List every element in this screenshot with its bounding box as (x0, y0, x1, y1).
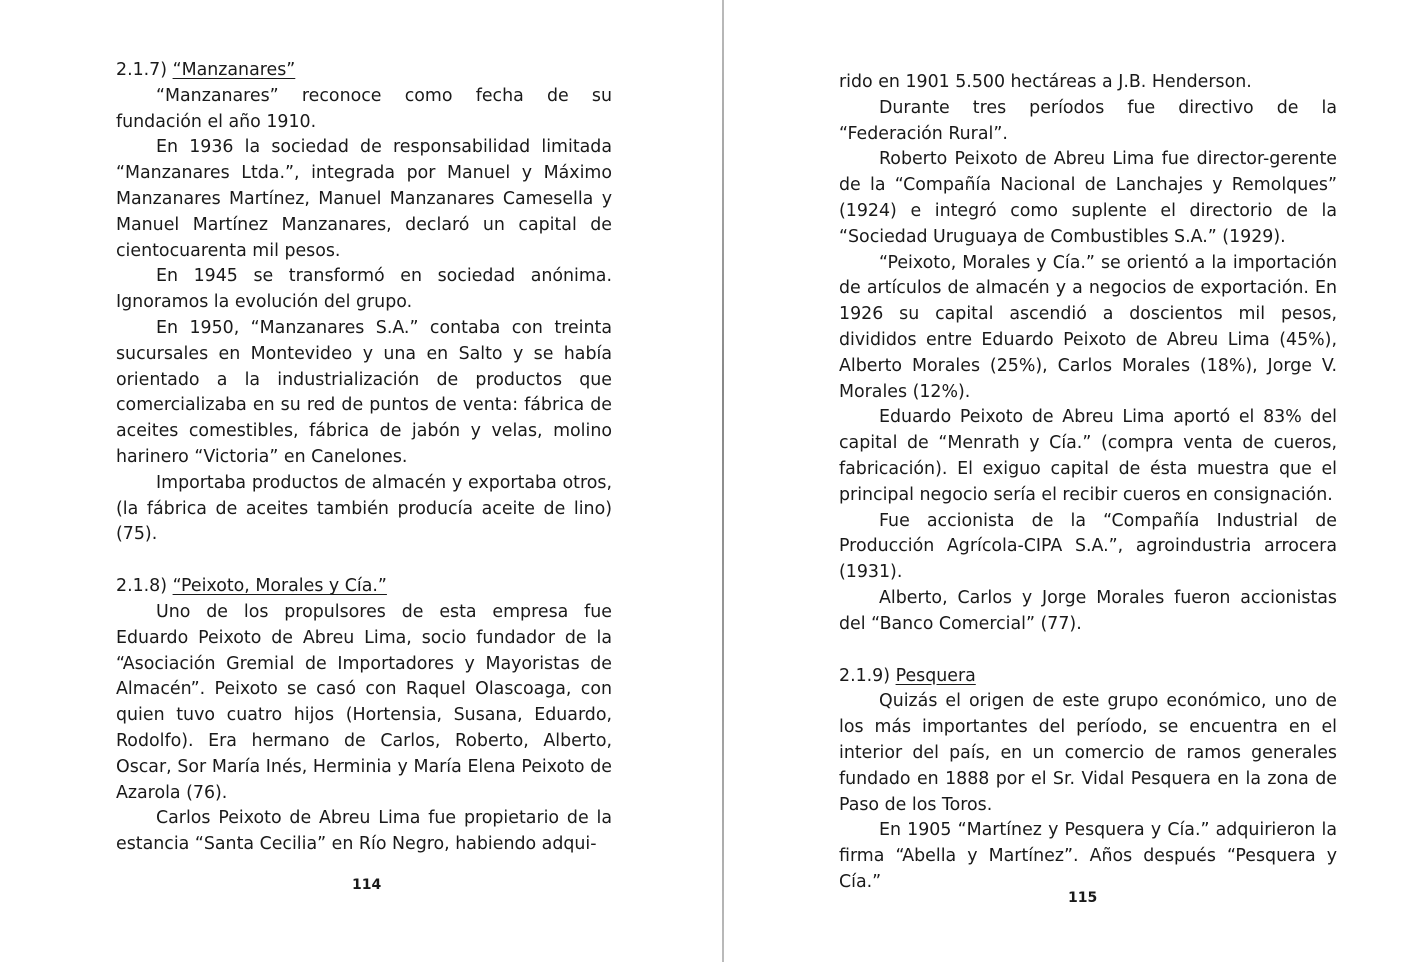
paragraph: “Peixoto, Morales y Cía.” se orientó a la importación de artículos de almacén y a negocios de exportación. En 1926 su capital ascendió a doscientos mil pesos, divididos entre Eduardo Peixoto de Abreu Lima (45%), Alberto Morales (25%), Carlos Morales (18%), Jorge V. Morales (12%). (839, 252, 1337, 402)
paragraph: Importaba productos de almacén y exportaba otros, (la fábrica de aceites también producía aceite de lino) (75). (116, 472, 612, 545)
section-title: Pesquera (895, 665, 976, 686)
section-title: “Manzanares” (172, 60, 296, 80)
paragraph: En 1905 “Martínez y Pesquera y Cía.” adquirieron la firma “Abella y Martínez”. Años después “Pesquera y Cía.” (839, 820, 1337, 892)
page-number: 115 (1068, 890, 1098, 906)
paragraph: En 1936 la sociedad de responsabilidad limitada “Manzanares Ltda.”, integrada por Manuel y Máximo Manzanares Martínez, Manuel Manzanares Camesella y Manuel Martínez Manzanares, declaró un capital de cientocuarenta mil pesos. (116, 137, 612, 261)
paragraph: Uno de los propulsores de esta empresa fue Eduardo Peixoto de Abreu Lima, socio fundador de la “Asociación Gremial de Importadores y Mayoristas de Almacén”. Peixoto se casó con Raquel Olascoaga, con quien tuvo cuatro hijos (Hortensia, Susana, Eduardo, Rodolfo). Era hermano de Carlos, Roberto, Alberto, Oscar, Sor María Inés, Herminia y María Elena Peixoto de Azarola (76). (116, 601, 612, 803)
paragraph: Fue accionista de la “Compañía Industrial de Producción Agrícola-CIPA S.A.”, agroindustria arrocera (1931). (839, 510, 1337, 583)
paragraph: En 1945 se transformó en sociedad anónima. Ignoramos la evolución del grupo. (116, 266, 612, 313)
right-text-column (839, 70, 1337, 896)
book-gutter (722, 0, 724, 962)
section-heading-2-1-8 (116, 574, 612, 600)
paragraph: Carlos Peixoto de Abreu Lima fue propietario de la estancia “Santa Cecilia” en Río Negro, habiendo adqui- (116, 808, 612, 855)
section-number: 2.1.9) (839, 665, 891, 686)
paragraph: “Manzanares” reconoce como fecha de su fundación el año 1910. (116, 85, 612, 132)
page-number: 114 (352, 877, 382, 893)
section-number: 2.1.7) (116, 60, 168, 80)
paragraph-continuation: rido en 1901 5.500 hectáreas a J.B. Henderson. (839, 72, 1252, 92)
paragraph: Eduardo Peixoto de Abreu Lima aportó el 83% del capital de “Menrath y Cía.” (compra venta de cueros, fabricación). El exiguo capital de ésta muestra que el principal negocio sería el recibir cueros en consignación. (839, 407, 1337, 505)
left-text-column (116, 58, 612, 858)
paragraph: Alberto, Carlos y Jorge Morales fueron accionistas del “Banco Comercial” (77). (839, 587, 1337, 634)
section-title: “Peixoto, Morales y Cía.” (172, 576, 387, 597)
section-heading-2-1-9 (839, 664, 1337, 690)
paragraph: En 1950, “Manzanares S.A.” contaba con treinta sucursales en Montevideo y una en Salto y se había orientado a la industrialización de productos que comercializaba en su red de puntos de venta: fábrica de aceites comestibles, fábrica de jabón y velas, molino harinero “Victoria” en Canelones. (116, 317, 612, 467)
section-gap (116, 548, 612, 574)
section-gap (839, 638, 1337, 664)
section-number: 2.1.8) (116, 576, 168, 597)
paragraph: Roberto Peixoto de Abreu Lima fue director-gerente de la “Compañía Nacional de Lanchajes y Remolques” (1924) e integró como suplente el directorio de la “Sociedad Uruguaya de Combustibles S.A.” (1929). (839, 149, 1337, 247)
paragraph: Quizás el origen de este grupo económico, uno de los más importantes del período, se encuentra en el interior del país, en un comercio de ramos generales fundado en 1888 por el Sr. Vidal Pesquera en la zona de Paso de los Toros. (839, 691, 1337, 815)
right-page (726, 0, 1410, 962)
section-heading-2-1-7 (116, 58, 612, 84)
paragraph: Durante tres períodos fue directivo de la “Federación Rural”. (839, 97, 1337, 144)
